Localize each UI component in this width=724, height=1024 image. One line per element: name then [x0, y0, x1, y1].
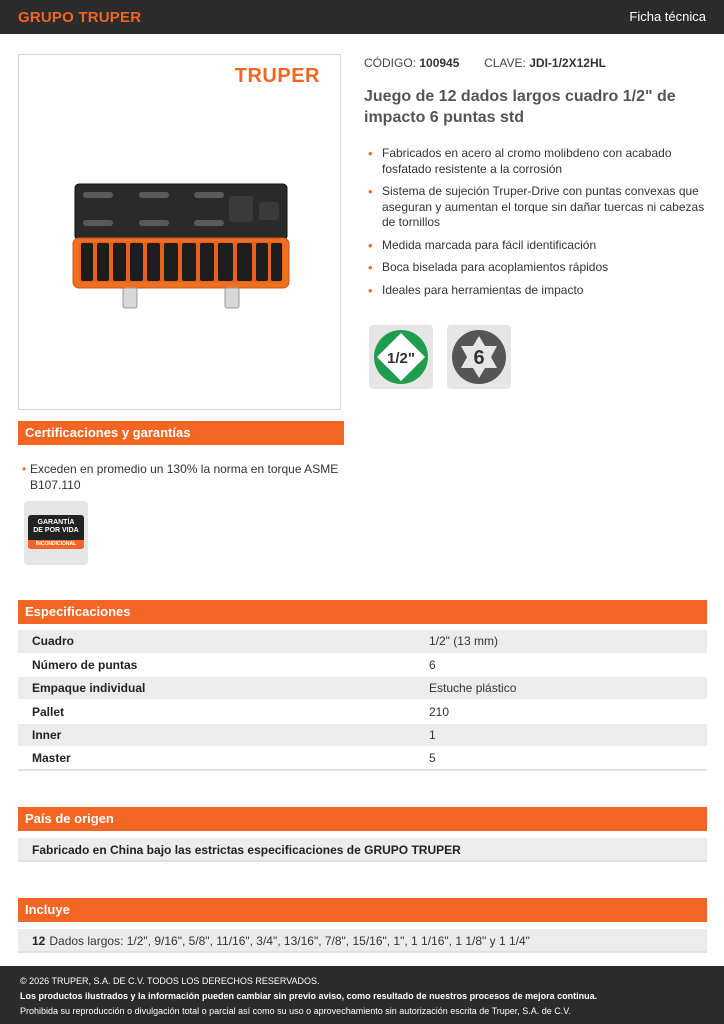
product-code: 100945: [419, 56, 460, 70]
warranty-line-1: GARANTÍA: [37, 519, 75, 526]
footer-notice: Los productos ilustrados y la información pueden cambiar sin previo aviso, como resultado de nuestros procesos de mejora continua.: [20, 991, 598, 1001]
six-point-icon: [450, 328, 508, 386]
spec-value: 1: [429, 723, 707, 746]
spec-value: 5: [429, 746, 707, 769]
product-code-line: [364, 56, 606, 70]
spec-value: 1/2" (13 mm): [429, 630, 707, 653]
square-drive-tile: [369, 325, 433, 389]
table-row: [18, 700, 707, 723]
product-image-frame: [18, 54, 341, 410]
warranty-line-3: INCONDICIONAL: [28, 540, 84, 549]
spec-label: Master: [18, 746, 429, 769]
six-point-tile: [447, 325, 511, 389]
code-label: CÓDIGO:: [364, 56, 417, 70]
page-type-label: Ficha técnica: [629, 9, 706, 24]
spec-label: Inner: [18, 723, 429, 746]
feature-list: [366, 146, 706, 305]
spec-value: 6: [429, 653, 707, 676]
square-drive-icon: [372, 328, 430, 386]
feature-item: • Boca biselada para acoplamientos rápidos: [366, 260, 706, 276]
key-label: CLAVE:: [484, 56, 526, 70]
table-row: [18, 630, 707, 653]
origin-text: Fabricado en China bajo las estrictas especificaciones de GRUPO TRUPER: [18, 838, 707, 862]
product-image: [69, 180, 299, 365]
includes-text: Dados largos: 1/2", 9/16", 5/8", 11/16", 3/4", 13/16", 7/8", 15/16", 1", 1 1/16", 1 1/8" y 1 1/4": [49, 934, 530, 948]
feature-item: • Fabricados en acero al cromo molibdeno con acabado fosfatado resistente a la corrosión: [366, 146, 706, 177]
spec-label: Número de puntas: [18, 653, 429, 676]
specifications-table: [18, 630, 707, 771]
footer: [0, 966, 724, 1024]
product-key: JDI-1/2X12HL: [529, 56, 606, 70]
spec-value: 210: [429, 700, 707, 723]
spec-label: Empaque individual: [18, 677, 429, 700]
footer-legal: Prohibida su reproducción o divulgación total o parcial así como su uso o aprovechamiento sin autorización escrita de Truper, S.A. de C.V.: [20, 1006, 571, 1016]
spec-label: Cuadro: [18, 630, 429, 653]
brand-logo: GRUPO TRUPER: [18, 9, 142, 26]
truper-logo: TRUPER: [234, 65, 320, 87]
warranty-badge: [24, 501, 88, 565]
product-title: Juego de 12 dados largos cuadro 1/2" de impacto 6 puntas std: [364, 88, 676, 126]
includes-header: Incluye: [18, 898, 707, 922]
square-drive-label: 1/2": [387, 350, 415, 367]
table-row: [18, 746, 707, 769]
certifications-header: Certificaciones y garantías: [18, 421, 344, 445]
table-row: [18, 653, 707, 676]
warranty-line-2: DE POR VIDA: [33, 527, 79, 534]
spec-value: Estuche plástico: [429, 677, 707, 700]
feature-item: • Ideales para herramientas de impacto: [366, 283, 706, 299]
specifications-header: Especificaciones: [18, 600, 707, 624]
spec-label: Pallet: [18, 700, 429, 723]
six-point-label: 6: [473, 347, 485, 369]
feature-item: • Medida marcada para fácil identificación: [366, 238, 706, 254]
table-row: [18, 723, 707, 746]
table-row: [18, 677, 707, 700]
footer-copyright: © 2026 TRUPER, S.A. DE C.V. TODOS LOS DERECHOS RESERVADOS.: [20, 976, 320, 986]
feature-item: • Sistema de sujeción Truper-Drive con puntas convexas que aseguran y aumentan el torque sin dañar tuercas ni cabezas de tornillos: [366, 184, 706, 231]
top-bar: [0, 0, 724, 34]
certification-text: • Exceden en promedio un 130% la norma en torque ASME B107.110: [22, 462, 342, 493]
includes-row: [18, 929, 707, 953]
origin-header: País de origen: [18, 807, 707, 831]
includes-quantity: 12: [32, 934, 46, 948]
